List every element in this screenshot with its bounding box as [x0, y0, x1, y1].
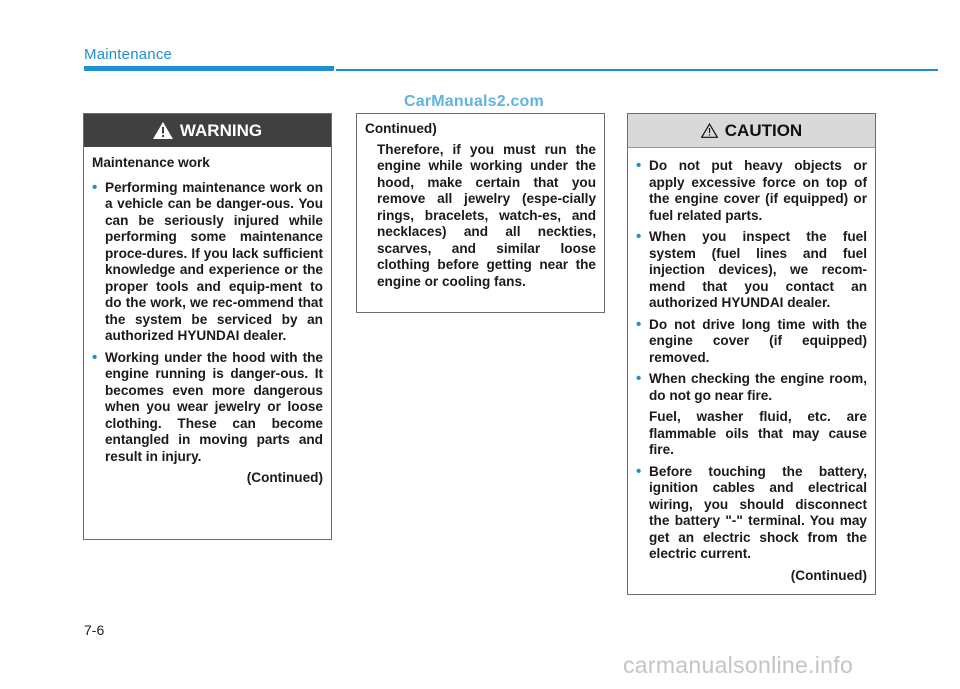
watermark-link[interactable]: CarManuals2.com [404, 93, 544, 110]
list-item: • Do not drive long time with the engine cover (if equipped) removed. [636, 317, 867, 367]
list-item: • Do not put heavy objects or apply excessive force on top of the engine cover (if equipped) or fuel related parts. [636, 158, 867, 224]
list-item: • Working under the hood with the engine running is danger-ous. It becomes even more dangerous when you wear jewelry or loose clothing. These can become entangled in moving parts and result in injury. [92, 350, 323, 466]
footer-watermark-link[interactable]: carmanualsonline.info [623, 652, 854, 678]
caution-box [627, 113, 876, 595]
caution-sub-note: Fuel, washer fluid, etc. are flammable oils that may cause fire. [649, 409, 867, 457]
warning-header [84, 114, 331, 147]
warning-title: WARNING [179, 120, 263, 140]
header-rule-thin [336, 69, 938, 71]
header-rule-thick [84, 66, 334, 71]
caution-list-2 [636, 464, 867, 563]
page-number: 7-6 [84, 622, 105, 638]
warning-list [92, 180, 323, 466]
continued-label: (Continued) [246, 470, 323, 485]
continued-lead: Continued) [365, 121, 437, 136]
warning-box [83, 113, 332, 540]
continued-label: (Continued) [790, 567, 867, 583]
section-title: Maintenance [84, 46, 173, 63]
caution-list [636, 158, 867, 404]
caution-header [628, 114, 875, 148]
continued-box [356, 113, 605, 313]
caution-body [628, 148, 875, 590]
caution-triangle-icon [701, 123, 718, 138]
warning-body [84, 147, 331, 493]
list-item: • Before touching the battery, ignition cables and electrical wiring, you should disconnect the battery "-" terminal. You may get an electric shock from the electric current. [636, 464, 867, 563]
warning-subtitle: Maintenance work [92, 155, 210, 170]
caution-title: CAUTION [724, 120, 803, 140]
continued-body [357, 114, 604, 296]
warning-triangle-icon [153, 122, 173, 139]
list-item: • When you inspect the fuel system (fuel lines and fuel injection devices), we recom-mend that you contact an authorized HYUNDAI dealer. [636, 229, 867, 312]
list-item: • When checking the engine room, do not go near fire. [636, 371, 867, 404]
list-item: • Performing maintenance work on a vehicle can be danger-ous. You can be seriously injured while performing some maintenance proce-dures. If you lack sufficient knowledge and experience or the proper tools and equip-ment to do the work, we rec-ommend that the system be serviced by an authorized HYUNDAI dealer. [92, 180, 323, 345]
continued-text: Therefore, if you must run the engine while working under the hood, make certain that you remove all jewelry (espe-cially rings, bracelets, watch-es, and necklaces) and all neckties, scarves, and similar loose clothing before getting near the engine or cooling fans. [377, 141, 596, 289]
